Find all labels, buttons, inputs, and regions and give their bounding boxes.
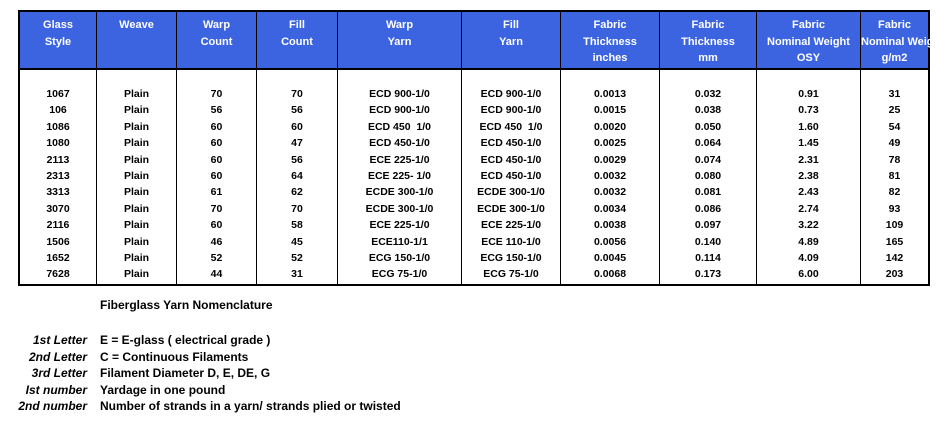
table-cell: 0.074 (694, 153, 722, 166)
column-header-text: Thickness (583, 35, 637, 48)
table-cell: 106 (49, 104, 67, 117)
table-cell: 2.43 (798, 186, 819, 199)
table-cell: 165 (885, 235, 904, 248)
table-cell: 0.0013 (593, 88, 627, 100)
legend-value: C = Continuous Filaments (100, 349, 249, 364)
table-cell: 58 (291, 219, 303, 232)
table-cell: 31 (888, 88, 901, 100)
table-cell: Plain (123, 120, 150, 133)
column-header-text: OSY (796, 52, 821, 64)
table-cell: 70 (291, 202, 303, 215)
table-cell: 0.097 (694, 219, 722, 232)
legend-key: 1st Letter (32, 333, 87, 347)
column-fill-count (257, 70, 338, 284)
column-thickness-inches (561, 70, 660, 284)
column-header-text: g/m2 (881, 52, 908, 64)
table-cell: 0.91 (798, 88, 819, 100)
table-cell: 25 (888, 104, 901, 117)
legend-key: 2nd number (18, 399, 87, 414)
table-cell: ECD 900-1/0 (480, 104, 542, 117)
table-cell: 60 (210, 219, 223, 232)
table-cell: 62 (291, 186, 303, 199)
table-cell: ECD 900-1/0 (369, 104, 430, 117)
table-cell: 0.0034 (593, 202, 627, 215)
table-cell: 1080 (46, 137, 70, 150)
table-cell: 6.00 (798, 268, 819, 281)
table-cell: 0.032 (694, 88, 722, 100)
column-header-text: Count (281, 35, 313, 48)
table-cell: ECDE 300-1/0 (477, 186, 545, 199)
column-header-text: Warp (202, 19, 231, 31)
table-cell: Plain (123, 137, 150, 150)
table-cell: 0.73 (798, 104, 819, 117)
column-header-text: mm (698, 52, 718, 64)
column-header-warp-count (177, 12, 257, 68)
table-cell: 3313 (46, 186, 70, 199)
table-cell: ECD 900-1/0 (369, 88, 430, 100)
column-header-thickness-mm (660, 12, 757, 68)
column-warp-count (177, 70, 257, 284)
table-cell: 46 (210, 235, 223, 248)
table-cell: 0.140 (694, 235, 722, 248)
table-cell: 60 (210, 169, 223, 182)
table-cell: Plain (123, 104, 150, 117)
legend-value: Filament Diameter D, E, DE, G (100, 366, 271, 381)
table-cell: Plain (123, 153, 150, 166)
table-cell: 0.0029 (593, 153, 627, 166)
legend-row (14, 365, 401, 382)
table-cell: 2116 (46, 219, 70, 232)
table-cell: 3070 (46, 202, 70, 215)
table-cell: ECD 450 1/0 (367, 120, 432, 133)
table-cell: 0.0032 (593, 169, 627, 182)
table-cell: 0.0025 (593, 137, 627, 150)
table-cell: ECD 900-1/0 (480, 88, 542, 100)
column-header-text: Glass (43, 19, 73, 31)
table-cell: 2.38 (798, 169, 819, 182)
table-cell: 45 (291, 235, 303, 248)
table-cell: 81 (888, 169, 901, 182)
table-cell: 1506 (46, 235, 70, 248)
table-cell: 0.0045 (593, 251, 627, 264)
fabric-spec-table (18, 10, 944, 286)
table-cell: ECG 150-1/0 (480, 251, 542, 264)
column-fill-yarn (462, 70, 561, 284)
table-cell: 7628 (46, 268, 70, 281)
table-cell: 47 (291, 137, 303, 150)
column-warp-yarn (338, 70, 462, 284)
table-cell: Plain (123, 251, 150, 264)
table-cell: 0.0056 (593, 235, 627, 248)
table-cell: ECE 225-1/0 (369, 153, 430, 166)
table-cell: 52 (291, 251, 303, 264)
table-cell: 2.74 (798, 202, 819, 215)
table-cell: ECE 225-1/0 (369, 219, 430, 232)
table-cell: 0.086 (694, 202, 722, 215)
column-weight-osy (757, 70, 861, 284)
table-cell: ECE110-1/1 (371, 235, 428, 248)
column-glass-style (20, 70, 97, 284)
table-cell: ECD 450-1/0 (480, 153, 542, 166)
column-header-text: Style (44, 35, 72, 48)
column-header-text: Nominal Weight (861, 35, 944, 48)
table-cell: 0.0032 (593, 186, 627, 199)
table-cell: 70 (291, 88, 303, 100)
column-header-weight-osy (757, 12, 861, 68)
table-cell: 70 (210, 202, 223, 215)
column-header-text: Fill (289, 19, 305, 31)
column-header-text: Nominal Weight (767, 35, 850, 48)
legend-row (14, 332, 401, 349)
table-cell: 0.173 (694, 268, 722, 281)
column-header-text: Fabric (877, 19, 911, 31)
table-cell: 2313 (46, 169, 70, 182)
column-header-weight-gm2 (861, 12, 944, 68)
table-cell: 31 (291, 268, 303, 281)
column-header-text: Yarn (387, 35, 412, 48)
column-header-fill-yarn (462, 12, 561, 68)
table-cell: 60 (210, 120, 223, 133)
nomenclature-title: Fiberglass Yarn Nomenclature (100, 298, 273, 312)
table-cell: 4.89 (798, 235, 819, 248)
table-cell: 203 (885, 268, 904, 281)
legend-row (14, 398, 401, 415)
table-cell: 54 (888, 120, 901, 133)
table-cell: ECE 110-1/0 (481, 235, 541, 248)
table-cell: Plain (123, 235, 150, 248)
table-header (20, 12, 944, 70)
table-cell: 1.45 (798, 137, 819, 150)
column-thickness-mm (660, 70, 757, 284)
legend-key: 3rd Letter (31, 366, 87, 381)
table-cell: ECG 75-1/0 (483, 268, 539, 281)
column-header-text: Warp (385, 19, 414, 31)
table-cell: ECD 450-1/0 (369, 137, 430, 150)
table-cell: 1086 (46, 120, 70, 133)
table-cell: ECE 225- 1/0 (367, 169, 432, 182)
column-header-weave (97, 12, 177, 68)
table-cell: 60 (210, 137, 223, 150)
column-weight-gm2 (861, 70, 928, 284)
table-cell: 0.038 (694, 104, 722, 117)
table-cell: 0.0068 (593, 268, 627, 281)
table-cell: 109 (885, 219, 904, 232)
column-header-glass-style (20, 12, 97, 68)
table-cell: 70 (210, 88, 223, 100)
table-cell: 64 (291, 169, 303, 182)
table-cell: ECDE 300-1/0 (477, 202, 545, 215)
table-cell: 0.064 (694, 137, 722, 150)
column-header-text: Fill (503, 19, 519, 31)
table-cell: 2.31 (798, 153, 819, 166)
column-header-text: Count (200, 35, 233, 48)
column-header-text: Fabric (691, 19, 725, 31)
legend-row (14, 349, 401, 366)
column-header-text: Weave (119, 19, 154, 31)
nomenclature-legend (14, 332, 401, 415)
table-cell: 82 (888, 186, 901, 199)
column-header-text: Fabric (791, 19, 825, 31)
table-cell: ECG 75-1/0 (371, 268, 428, 281)
table-cell: 4.09 (798, 251, 819, 264)
table-cell: 52 (210, 251, 223, 264)
table-cell: Plain (123, 88, 150, 100)
table-cell: 0.0015 (593, 104, 627, 117)
table-cell: 0.114 (695, 251, 721, 264)
table-cell: 0.0038 (593, 219, 627, 232)
table-cell: Plain (123, 202, 150, 215)
table-cell: Plain (123, 219, 150, 232)
column-header-text: Fabric (593, 19, 627, 31)
table-cell: ECDE 300-1/0 (365, 202, 434, 215)
table-cell: 1067 (46, 88, 70, 100)
table-cell: ECDE 300-1/0 (365, 186, 434, 199)
column-weave (97, 70, 177, 284)
column-header-warp-yarn (338, 12, 462, 68)
table-cell: 56 (291, 104, 303, 117)
column-header-thickness-inches (561, 12, 660, 68)
table-cell: 56 (210, 104, 223, 117)
table-cell: 0.081 (694, 186, 722, 199)
table-cell: 1.60 (798, 120, 819, 133)
table-cell: ECD 450-1/0 (480, 169, 542, 182)
table-cell: ECG 150-1/0 (368, 251, 431, 264)
column-header-text: Thickness (681, 35, 735, 48)
table-cell: 49 (888, 137, 901, 150)
legend-value: Yardage in one pound (100, 382, 226, 397)
table-cell: 142 (885, 251, 904, 264)
table-cell: Plain (123, 268, 150, 281)
table-cell: 56 (291, 153, 303, 166)
table-cell: ECD 450-1/0 (480, 137, 542, 150)
legend-value: E = E-glass ( electrical grade ) (100, 333, 271, 347)
table-cell: 60 (291, 120, 303, 133)
legend-key: Ist number (25, 382, 87, 397)
column-header-fill-count (257, 12, 338, 68)
table-cell: 0.0020 (593, 120, 627, 133)
table-cell: 0.050 (694, 120, 722, 133)
table-cell: Plain (123, 186, 150, 199)
table-body (20, 70, 928, 284)
table-cell: 61 (210, 186, 223, 199)
table-cell: 44 (210, 268, 223, 281)
table-cell: 78 (888, 153, 901, 166)
column-header-text: inches (592, 52, 628, 64)
table-cell: ECD 450 1/0 (479, 120, 543, 133)
legend-key: 2nd Letter (28, 349, 87, 364)
table-cell: 2113 (46, 153, 70, 166)
table-cell: Plain (123, 169, 150, 182)
legend-row (14, 382, 401, 399)
table-cell: ECE 225-1/0 (480, 219, 542, 232)
legend-value: Number of strands in a yarn/ strands plied or twisted (100, 399, 401, 414)
table-cell: 0.080 (694, 169, 722, 182)
table-cell: 1652 (46, 251, 70, 264)
table-cell: 93 (888, 202, 901, 215)
column-header-text: Yarn (499, 35, 523, 48)
table-cell: 60 (210, 153, 223, 166)
table-cell: 3.22 (798, 219, 819, 232)
